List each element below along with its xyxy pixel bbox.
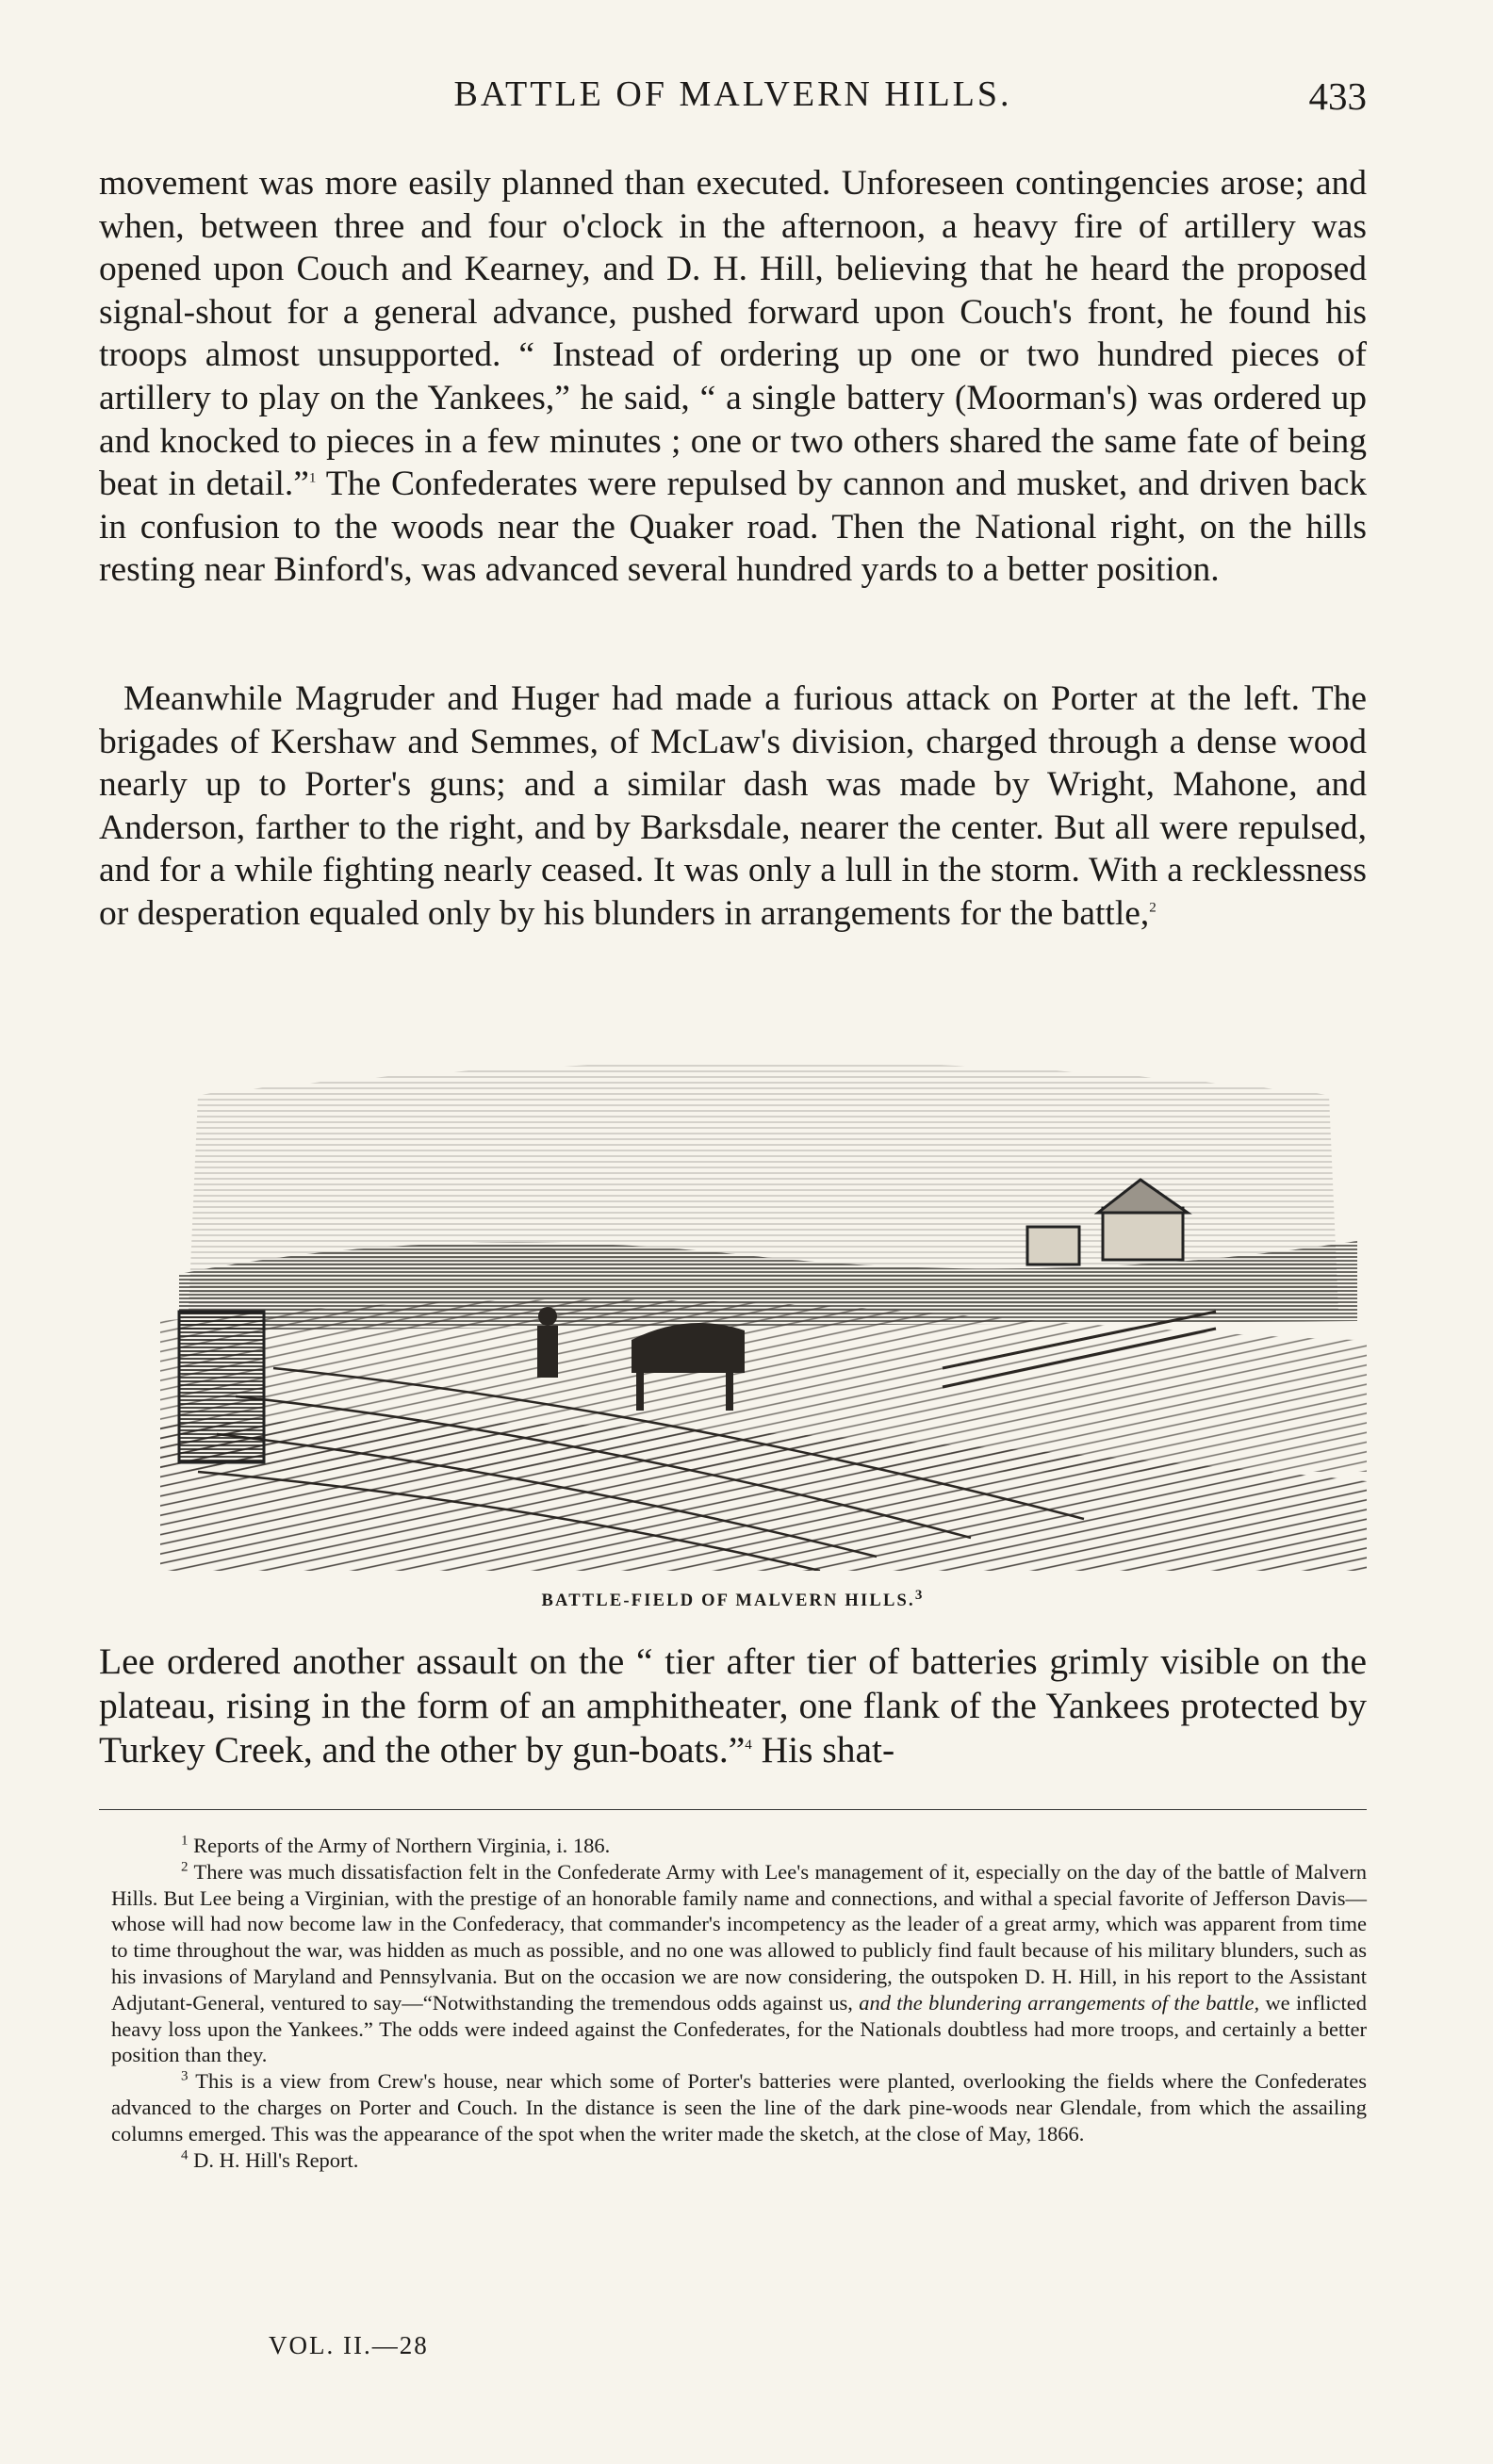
footnote-2-text-b: we inflicted heavy loss upon the Yankees.” The odds were indeed against the Confederates, for the Nationals doubtless had more troops, and certainly a better position than they.: [111, 1990, 1367, 2067]
battlefield-engraving: [160, 1029, 1367, 1571]
paragraph-1-text: movement was more easily planned than executed. Unforeseen contingencies arose; and when, between three and four o'clock in the afternoon, a heavy fire of artillery was opened upon Couch and Kearney, and D. H. Hill, believing that he heard the proposed signal-shout for a general advance, pushed forward upon Couch's front, he found his troops almost unsupported. “ Instead of ordering up one or two hundred pieces of artillery to play on the Yankees,” he said, “ a single battery (Moorman's) was ordered up and knocked to pieces in a few minutes ; one or two others shared the same fate of being beat in detail.”: [99, 164, 1367, 504]
running-title: BATTLE OF MALVERN HILLS.: [453, 74, 1012, 114]
paragraph-2: [99, 677, 1367, 936]
paragraph-3: [99, 1640, 1367, 1772]
footnote-2: [111, 1859, 1367, 2068]
footnote-3: [111, 2068, 1367, 2146]
footnote-3-mark: 3: [181, 2068, 189, 2084]
footnote-ref-1[interactable]: 1: [308, 470, 317, 486]
footnote-ref-2[interactable]: 2: [1149, 900, 1157, 916]
footnote-1-mark: 1: [181, 1833, 189, 1849]
figure-caption-text: BATTLE-FIELD OF MALVERN HILLS.: [541, 1591, 915, 1610]
footnote-4-text: D. H. Hill's Report.: [188, 2147, 359, 2172]
paragraph-3-tail: His shat-: [751, 1729, 895, 1770]
footnote-1-text: Reports of the Army of Northern Virginia, i. 186.: [188, 1834, 611, 1857]
paragraph-2-text: Meanwhile Magruder and Huger had made a furious attack on Porter at the left. The brigades of Kershaw and Semmes, of McLaw's division, charged through a dense wood nearly up to Porter's guns; and a similar dash was made by Wright, Mahone, and Anderson, farther to the right, and by Barksdale, nearer the center. But all were repulsed, and for a while fighting nearly ceased. It was only a lull in the storm. With a recklessness or desperation equaled only by his blunders in arrangements for the battle,: [99, 679, 1367, 933]
footnote-ref-3[interactable]: 3: [914, 1587, 925, 1603]
page-number: 433: [1308, 74, 1367, 118]
footnote-2-mark: 2: [181, 1859, 189, 1875]
running-head: [99, 73, 1367, 121]
footnote-divider: [99, 1809, 1367, 1810]
footnote-2-text-a: There was much dissatisfaction felt in the Confederate Army with Lee's management of it, especially on the day of the battle of Malvern Hills. But Lee being a Virginian, with the prestige of an honorable family name and connections, and withal a special favorite of Jefferson Davis—whose will had now become law in the Confederacy, that commander's incompetency as the leader of a great army, which was apparent from time to time throughout the war, was hidden as much as possible, and no one was allowed to publicly find fault because of his military blunders, such as his invasions of Maryland and Pennsylvania. But on the occasion we are now considering, the outspoken D. H. Hill, in his report to the Assistant Adjutant-General, ventured to say—“Notwithstanding the tremendous odds against us,: [111, 1859, 1367, 2015]
volume-signature: VOL. II.—28: [269, 2331, 429, 2359]
footnote-4: [111, 2147, 1367, 2174]
paragraph-1-tail: The Confederates were repulsed by cannon and musket, and driven back in confusion to the woods near the Quaker road. Then the National right, on the hills resting near Binford's, was advanced several hundred yards to a better position.: [99, 465, 1367, 590]
footnote-1: [111, 1833, 1367, 1859]
footnote-ref-4[interactable]: 4: [745, 1737, 752, 1753]
paragraph-1: [99, 162, 1367, 592]
footnote-4-mark: 4: [181, 2147, 189, 2163]
figure-caption: [99, 1587, 1367, 1611]
footnotes: [111, 1833, 1367, 2173]
footnote-2-italic: and the blundering arrangements of the battle,: [859, 1990, 1260, 2015]
footnote-3-text: This is a view from Crew's house, near which some of Porter's batteries were planted, overlooking the fields where the Confederates advanced to the charges on Porter and Couch. In the distance is seen the line of the dark pine-woods near Glendale, from which the assailing columns emerged. This was the appearance of the spot when the writer made the sketch, at the close of May, 1866.: [111, 2069, 1367, 2146]
paragraph-3-text: Lee ordered another assault on the “ tier after tier of batteries grimly visible on the plateau, rising in the form of an amphitheater, one flank of the Yankees protected by Turkey Creek, and the other by gun-boats.”: [99, 1640, 1367, 1770]
